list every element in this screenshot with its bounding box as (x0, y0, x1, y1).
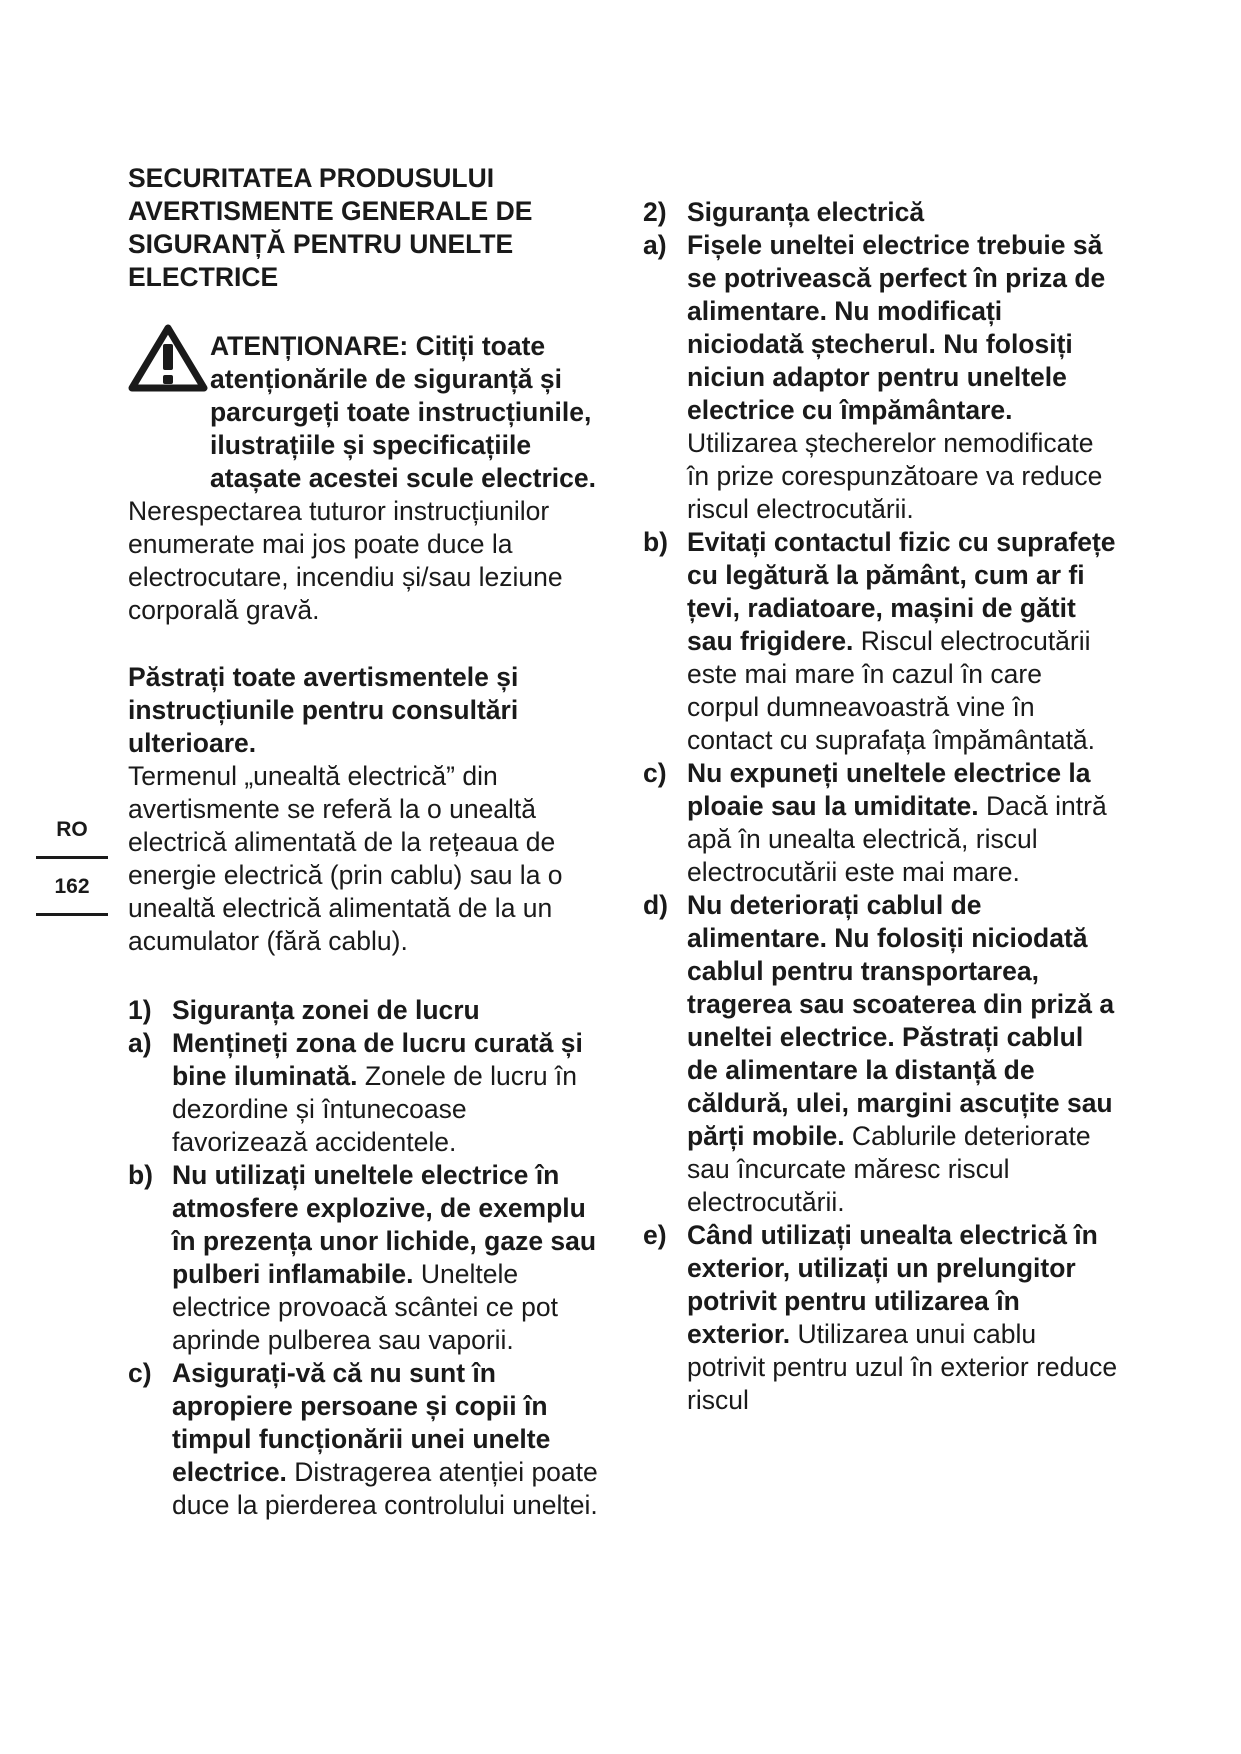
heading-line: SIGURANȚĂ PENTRU UNELTE (128, 229, 514, 259)
language-code: RO (56, 818, 88, 841)
item-normal-text: Distragerea atenției poate duce la pierderea controlului uneltei. (172, 1457, 598, 1520)
item-bold-text: Nu utilizați uneltele electrice în atmosfere explozive, de exemplu în prezența unor lichide, gaze sau pulberi inflamabile. (172, 1160, 597, 1289)
item-bold-text: Nu expuneți uneltele electrice la ploaie sau la umiditate. (687, 758, 1091, 821)
keep-instructions (128, 661, 608, 958)
item-marker: a) (643, 230, 667, 260)
section-title: Siguranța electrică (687, 197, 925, 227)
side-divider-bottom (36, 913, 108, 916)
page-number: 162 (54, 875, 90, 898)
item-bold-text: Nu deteriorați cablul de alimentare. Nu folosiți niciodată cablul pentru transportarea, tragerea sau scoaterea din priză a uneltei electrice. Păstrați cablul de alimentare la distanță de căldură, ulei, margini ascuțite sau părți mobile. (687, 890, 1115, 1151)
item-normal-text: Zonele de lucru în dezordine și întunecoase favorizează accidentele. (172, 1061, 578, 1157)
list-item (643, 526, 1118, 757)
left-column (128, 162, 608, 1522)
list-item (643, 757, 1118, 889)
item-bold-text: Când utilizați unealta electrică în exterior, utilizați un prelungitor potrivit pentru utilizarea în exterior. (687, 1220, 1098, 1349)
warning-normal-text: Nerespectarea tuturor instrucțiunilor enumerate mai jos poate duce la electrocutare, incendiu și/sau leziune corporală gravă. (128, 496, 563, 625)
heading-line: AVERTISMENTE GENERALE DE (128, 196, 533, 226)
item-bold-text: Evitați contactul fizic cu suprafețe cu legătură la pământ, cum ar fi țevi, radiatoare, mașini de gătit sau frigidere. (687, 527, 1116, 656)
keep-normal-text: Termenul „unealtă electrică” din avertismente se referă la o unealtă electrică alimentată de la rețeaua de energie electrică (prin cablu) sau la o unealtă electrică alimentată de la un acumulator (fără cablu). (128, 761, 563, 956)
item-normal-text: Uneltele electrice provoacă scântei ce pot aprinde pulberea sau vaporii. (172, 1259, 558, 1355)
item-marker: e) (643, 1220, 667, 1250)
side-divider (36, 856, 108, 859)
item-bold-text: Mențineți zona de lucru curată și bine iluminată. (172, 1028, 583, 1091)
section-heading (128, 162, 608, 294)
item-bold-text: Fișele uneltei electrice trebuie să se potrivească perfect în priza de alimentare. Nu modificați niciodată ștecherul. Nu folosiți niciun adaptor pentru uneltele electrice cu împământare. (687, 230, 1106, 425)
warning-bold-text: ATENȚIONARE: Citiți toate atenționările de siguranță și parcurgeți toate instrucțiunile, ilustrațiile și specificațiile atașate acestei scule electrice. (210, 331, 596, 493)
list-item (643, 1219, 1118, 1417)
item-normal-text: Utilizarea ștecherelor nemodificate în prize corespunzătoare va reduce riscul electrocutării. (687, 428, 1103, 524)
warning-block (128, 330, 608, 627)
item-normal-text: Riscul electrocutării este mai mare în cazul în care corpul dumneavoastră vine în contact cu suprafața împământată. (687, 626, 1096, 755)
heading-line: SECURITATEA PRODUSULUI (128, 163, 495, 193)
warning-triangle-icon (128, 324, 208, 392)
item-marker: b) (643, 527, 669, 557)
item-marker: d) (643, 890, 669, 920)
section-title: Siguranța zonei de lucru (172, 995, 480, 1025)
section-work-area (128, 994, 608, 1522)
section-number: 2) (643, 197, 667, 227)
section-number: 1) (128, 995, 152, 1025)
item-bold-text: Asigurați-vă că nu sunt în apropiere persoane și copii în timpul funcționării unei unelte electrice. (172, 1358, 551, 1487)
list-item (128, 1027, 608, 1159)
right-column (643, 196, 1118, 1417)
heading-line: ELECTRICE (128, 262, 279, 292)
list-item (128, 1159, 608, 1357)
list-item (128, 1357, 608, 1522)
list-item (643, 229, 1118, 526)
item-normal-text: Dacă intră apă în unealta electrică, riscul electrocutării este mai mare. (687, 791, 1107, 887)
item-marker: c) (128, 1358, 152, 1388)
item-marker: b) (128, 1160, 154, 1190)
item-marker: a) (128, 1028, 152, 1058)
section-electrical-safety (643, 196, 1118, 1417)
list-item (643, 889, 1118, 1219)
keep-bold-text: Păstrați toate avertismentele și instrucțiunile pentru consultări ulterioare. (128, 662, 519, 758)
item-marker: c) (643, 758, 667, 788)
item-normal-text: Utilizarea unui cablu potrivit pentru uzul în exterior reduce riscul (687, 1319, 1118, 1415)
side-tab (36, 812, 108, 926)
item-normal-text: Cablurile deteriorate sau încurcate măresc riscul electrocutării. (687, 1121, 1091, 1217)
